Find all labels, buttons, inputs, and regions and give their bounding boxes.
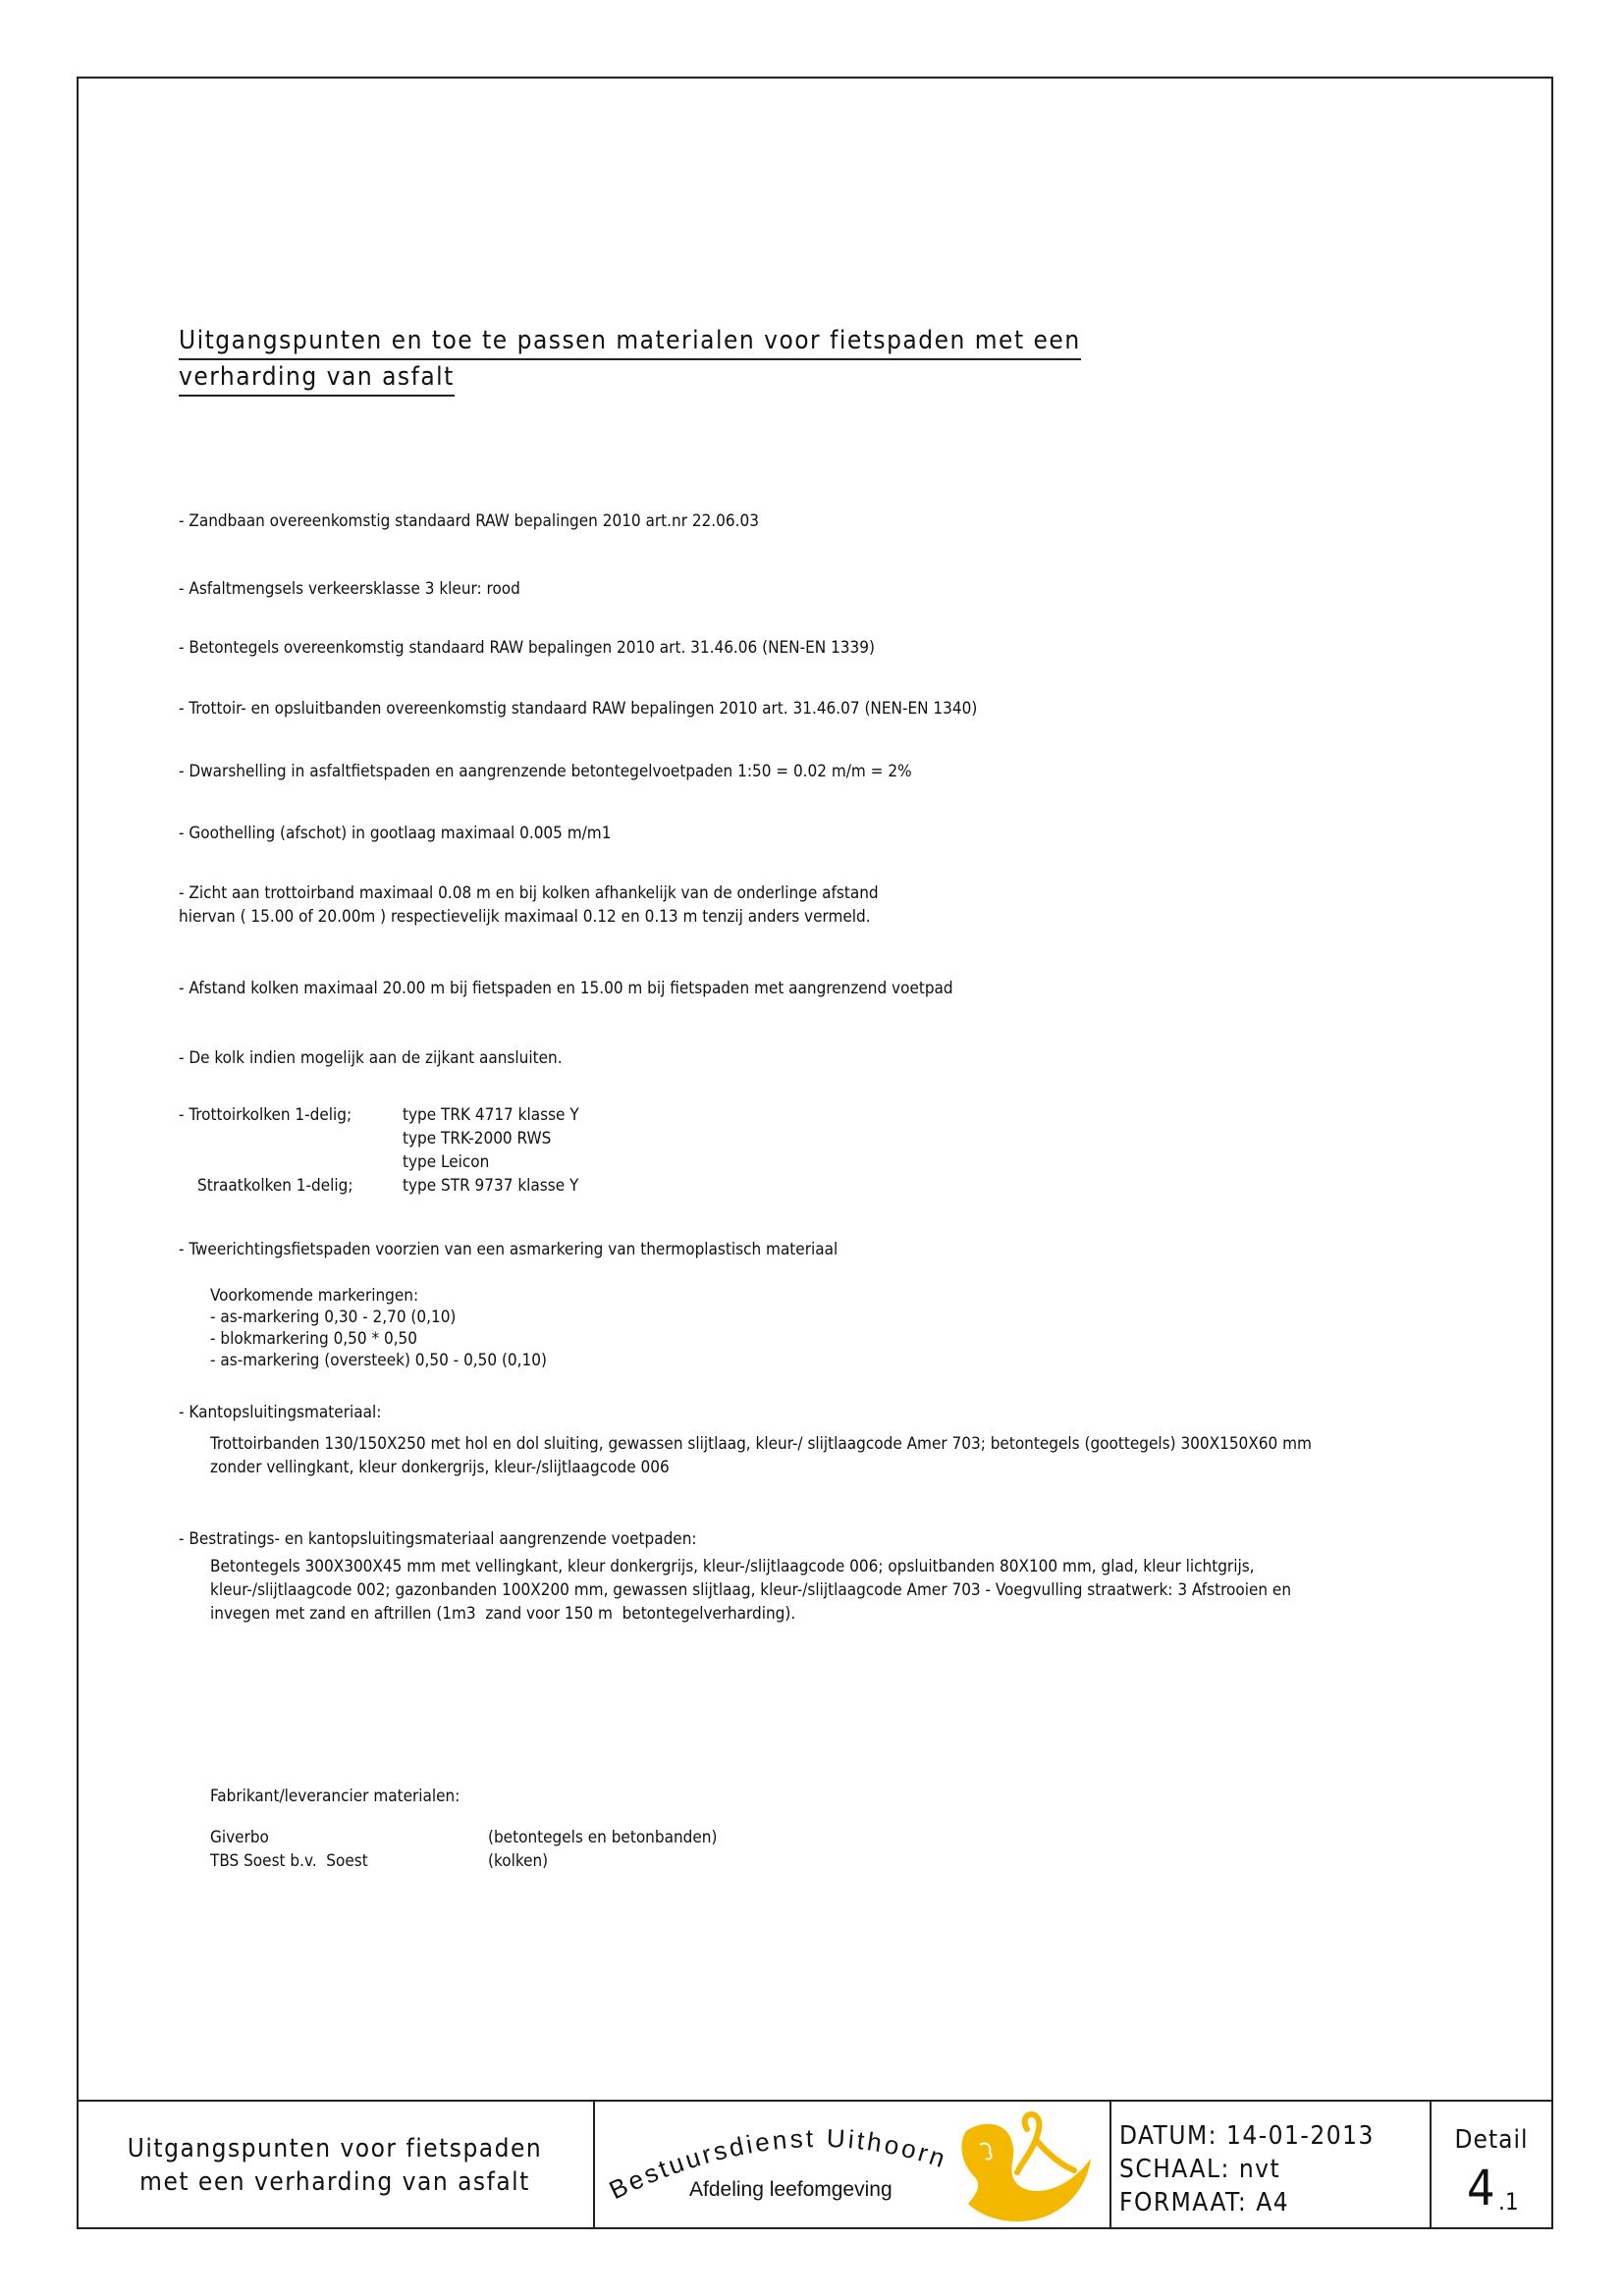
kantopsluiting-line-2: zonder vellingkant, kleur donkergrijs, kleur-/slijtlaagcode 006 [210,1458,670,1477]
bestratings-line-3: invegen met zand en aftrillen (1m3 zand voor 150 m betontegelverharding). [210,1604,796,1624]
detail-label: Detail [1454,2125,1529,2155]
straatkolken-type: type STR 9737 klasse Y [403,1176,579,1196]
detail-subnumber: .1 [1498,2188,1519,2216]
item-zicht-line-1: - Zicht aan trottoirband maximaal 0.08 m en bij kolken afhankelijk van de onderlinge afstand [179,883,879,903]
item-goothelling: - Goothelling (afschot) in gootlaag maximaal 0.005 m/m1 [179,824,612,843]
bestratings-label: - Bestratings- en kantopsluitingsmateriaal aangrenzende voetpaden: [179,1529,697,1549]
title-line-2: verharding van asfalt [179,360,455,397]
item-betontegels: - Betontegels overeenkomstig standaard RAW bepalingen 2010 art. 31.46.06 (NEN-EN 1339) [179,638,875,658]
markering-3: - as-markering (oversteek) 0,50 - 0,50 (0,10) [210,1351,547,1370]
title-block [77,2100,1553,2229]
item-afstand: - Afstand kolken maximaal 20.00 m bij fietspaden en 15.00 m bij fietspaden met aangrenzend voetpad [179,979,953,998]
detail-cell [1432,2102,1551,2229]
item-trottoir: - Trottoir- en opsluitbanden overeenkomstig standaard RAW bepalingen 2010 art. 31.46.07 (NEN-EN 1340) [179,699,978,719]
logo-cell [595,2102,1111,2229]
trottoirkolken-type-2: type TRK-2000 RWS [403,1129,552,1148]
detail-number: 4 [1467,2160,1495,2216]
footer-title-line-2: met een verharding van asfalt [139,2167,530,2197]
supplier-product-1: (betontegels en betonbanden) [488,1828,718,1847]
logo-text: Bestuursdienst Uithoorn [604,2122,951,2206]
markering-2: - blokmarkering 0,50 * 0,50 [210,1329,418,1349]
item-kolk: - De kolk indien mogelijk aan de zijkant aansluiten. [179,1048,563,1068]
title-line-1: Uitgangspunten en toe te passen materialen voor fietspaden met een [179,324,1081,360]
footer-title-line-1: Uitgangspunten voor fietspaden [127,2134,543,2163]
item-dwarshelling: - Dwarshelling in asfaltfietspaden en aangrenzende betontegelvoetpaden 1:50 = 0.02 m/m = 2% [179,762,912,781]
datum-field: DATUM: 14-01-2013 [1119,2121,1375,2151]
supplier-name-2: TBS Soest b.v. Soest [210,1851,368,1871]
schaal-field: SCHAAL: nvt [1119,2155,1281,2184]
markeringen-label: Voorkomende markeringen: [210,1286,419,1306]
straatkolken-label: Straatkolken 1-delig; [197,1176,353,1196]
drawing-frame [77,77,1553,2229]
drawing-info [1111,2102,1432,2229]
item-zandbaan: - Zandbaan overeenkomstig standaard RAW bepalingen 2010 art.nr 22.06.03 [179,511,759,531]
bestratings-line-1: Betontegels 300X300X45 mm met vellingkant, kleur donkergrijs, kleur-/slijtlaagcode 006; opsluitbanden 80X100 mm, glad, kleur lichtgrijs, [210,1557,1255,1576]
page-title [179,324,1081,397]
trottoirkolken-label: - Trottoirkolken 1-delig; [179,1105,352,1125]
formaat-field: FORMAAT: A4 [1119,2188,1290,2217]
trottoirkolken-type-1: type TRK 4717 klasse Y [403,1105,579,1125]
bestuursdienst-logo [595,2102,1111,2229]
logo-figure-icon [961,2114,1091,2221]
supplier-product-2: (kolken) [488,1851,549,1871]
footer-title [77,2102,595,2229]
supplier-name-1: Giverbo [210,1828,269,1847]
bestratings-line-2: kleur-/slijtlaagcode 002; gazonbanden 100X200 mm, gewassen slijtlaag, kleur-/slijtlaagcode Amer 703 - Voegvulling straatwerk: 3 Afstrooien en [210,1580,1292,1600]
markering-1: - as-markering 0,30 - 2,70 (0,10) [210,1308,457,1327]
trottoirkolken-type-3: type Leicon [403,1152,490,1172]
kantopsluiting-line-1: Trottoirbanden 130/150X250 met hol en dol sluiting, gewassen slijtlaag, kleur-/ slijtlaagcode Amer 703; betontegels (goottegels) 300X150X60 mm [210,1434,1312,1454]
kantopsluiting-label: - Kantopsluitingsmateriaal: [179,1403,382,1422]
item-asfalt: - Asfaltmengsels verkeersklasse 3 kleur: rood [179,579,520,599]
item-zicht-line-2: hiervan ( 15.00 of 20.00m ) respectievelijk maximaal 0.12 en 0.13 m tenzij anders vermeld. [179,907,871,927]
item-tweerichting: - Tweerichtingsfietspaden voorzien van een asmarkering van thermoplastisch materiaal [179,1240,839,1259]
logo-subtitle: Afdeling leefomgeving [689,2178,893,2201]
fabrikant-label: Fabrikant/leverancier materialen: [210,1787,460,1806]
